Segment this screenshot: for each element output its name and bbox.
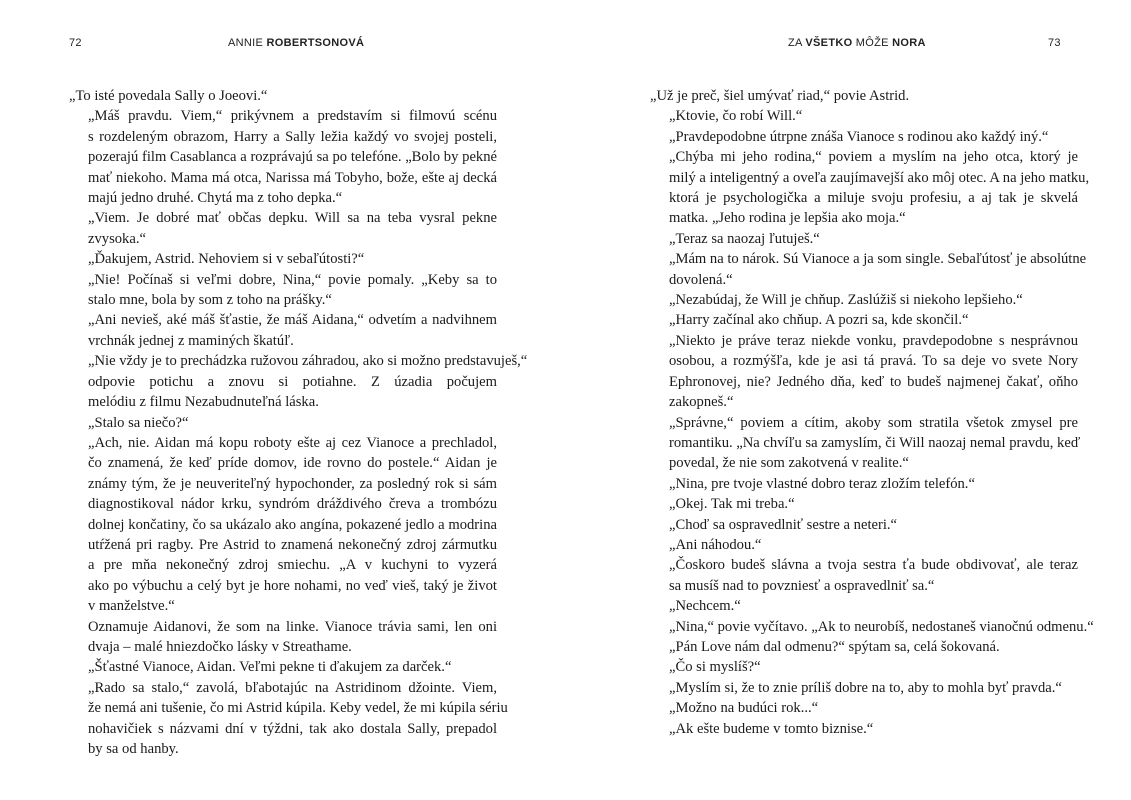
paragraph: „Pán Love nám dal odmenu?“ spýtam sa, celá šokovaná.	[669, 638, 1000, 655]
paragraph: „Teraz sa naozaj ľutuješ.“	[669, 230, 820, 247]
paragraph: „Ani nevieš, aké máš šťastie, že máš Aidana,“ odvetím a nadvihnem vrchnák jednej z maminých škatúľ.	[88, 312, 497, 349]
paragraph: „Nina,“ povie vyčítavo. „Ak to neurobíš, nedostaneš vianočnú odmenu.“	[669, 618, 1094, 635]
paragraph: „Viem. Je dobré mať občas depku. Will sa na teba vysral pekne zvysoka.“	[88, 210, 497, 247]
paragraph: „Čoskoro budeš slávna a tvoja sestra ťa bude obdivovať, ale teraz sa musíš nad to povzniesť a ospravedlniť sa.“	[669, 557, 1078, 594]
right-page	[566, 0, 1131, 800]
running-header-title: ZA VŠETKO MÔŽE NORA	[788, 37, 926, 49]
paragraph: „Nie vždy je to prechádzka ružovou záhradou, ako si možno predstavuješ,“ odpovie potichu a znovu si potiahne. Z úzadia počujem melódiu z filmu Nezabudnuteľná láska.	[88, 353, 528, 411]
left-page	[0, 0, 565, 800]
paragraph: „Ktovie, čo robí Will.“	[669, 108, 803, 125]
paragraph: „Ach, nie. Aidan má kopu roboty ešte aj cez Vianoce a prechladol, čo znamená, že keď príde domov, ide rovno do postele.“ Aidan je známy tým, že je neuveriteľný hypochonder, za posledný rok si sám diagnostikoval nádor krku, syndróm dráždivého čreva a trombózu dolnej končatiny, čo sa ukázalo ako angína, pokazené jedlo a modrina utŕžená pri ragby. Pre Astrid to znamená nekonečný zdroj zármutku a pre mňa nekonečný zdroj smiechu. „A v kuchyni to vyzerá ako po výbuchu a celý byt je hore nohami, no veď vieš, taký je život v manželstve.“	[88, 434, 497, 615]
paragraph: „Choď sa ospravedlniť sestre a neteri.“	[669, 516, 898, 533]
paragraph: „Ak ešte budeme v tomto biznise.“	[669, 720, 874, 737]
paragraph: „Harry začínal ako chňup. A pozri sa, kde skončil.“	[669, 312, 969, 329]
paragraph: „Myslím si, že to znie príliš dobre na to, aby to mohla byť pravda.“	[669, 679, 1062, 696]
page-number-right: 73	[1048, 37, 1061, 49]
paragraph: „To isté povedala Sally o Joeovi.“	[69, 88, 268, 104]
paragraph: „Niekto je práve teraz niekde vonku, pravdepodobne s nesprávnou osobou, a rozmýšľa, kde je asi tá pravá. To sa deje vo svete Nory Ephronovej, nie? Jedného dňa, keď to budeš najmenej čakať, oňho zakopneš.“	[669, 332, 1078, 411]
body-text-left	[69, 86, 528, 759]
paragraph: Oznamuje Aidanovi, že som na linke. Vianoce trávia sami, len oni dvaja – malé hniezdočko lásky v Streathame.	[88, 618, 497, 655]
body-text-right	[650, 86, 1094, 739]
paragraph: „Šťastné Vianoce, Aidan. Veľmi pekne ti ďakujem za darček.“	[88, 659, 452, 676]
paragraph: „Nina, pre tvoje vlastné dobro teraz zložím telefón.“	[669, 475, 975, 492]
paragraph: „Možno na budúci rok...“	[669, 700, 819, 717]
paragraph: „Stalo sa niečo?“	[88, 414, 189, 431]
paragraph: „Pravdepodobne útrpne znáša Vianoce s rodinou ako každý iný.“	[669, 128, 1049, 145]
paragraph: „Okej. Tak mi treba.“	[669, 496, 795, 513]
paragraph: „Nechcem.“	[669, 598, 741, 615]
paragraph: „Už je preč, šiel umývať riad,“ povie Astrid.	[650, 88, 910, 104]
paragraph: „Chýba mi jeho rodina,“ poviem a myslím na jeho otca, ktorý je milý a inteligentný a oveľa zaujímavejší ako môj otec. A na jeho matku, ktorá je psychologička a miluje svoju profesiu, a aj tak je skvelá matka. „Jeho rodina je lepšia ako moja.“	[669, 149, 1090, 227]
paragraph: „Rado sa stalo,“ zavolá, bľabotajúc na Astridinom džointe. Viem, že nemá ani tušenie, čo mi Astrid kúpila. Keby vedel, že mi kúpila sériu nohavičiek s názvami dní v týždni, tak ako dostala Sally, prepadol by sa od hanby.	[88, 679, 508, 757]
running-header-author: ANNIE ROBERTSONOVÁ	[228, 37, 365, 49]
paragraph: „Nie! Počínaš si veľmi dobre, Nina,“ povie pomaly. „Keby sa to stalo mne, bola by som z toho na prášky.“	[88, 271, 497, 309]
paragraph: „Máš pravdu. Viem,“ prikývnem a predstavím si filmovú scénu s rozdeleným obrazom, Harry a Sally ležia každý vo svojej posteli, pozerajú film Casablanca a rozprávajú sa po telefóne. „Bolo by pekné mať niekoho. Mama má otca, Narissa má Tobyho, bože, ešte aj decká majú jedno druhé. Chytá ma z toho depka.“	[88, 108, 497, 207]
paragraph: „Ani náhodou.“	[669, 536, 762, 553]
paragraph: „Správne,“ poviem a cítim, akoby som stratila všetok zmysel pre romantiku. „Na chvíľu sa zamyslím, či Will naozaj nemal pravdu, keď povedal, že nie som zakotvená v realite.“	[669, 414, 1081, 472]
paragraph: „Čo si myslíš?“	[669, 659, 761, 676]
paragraph: „Nezabúdaj, že Will je chňup. Zaslúžiš si niekoho lepšieho.“	[669, 292, 1023, 309]
paragraph: „Mám na to nárok. Sú Vianoce a ja som single. Sebaľútosť je absolútne dovolená.“	[669, 251, 1087, 288]
paragraph: „Ďakujem, Astrid. Nehoviem si v sebaľútosti?“	[88, 251, 365, 268]
page-number-left: 72	[69, 37, 82, 49]
